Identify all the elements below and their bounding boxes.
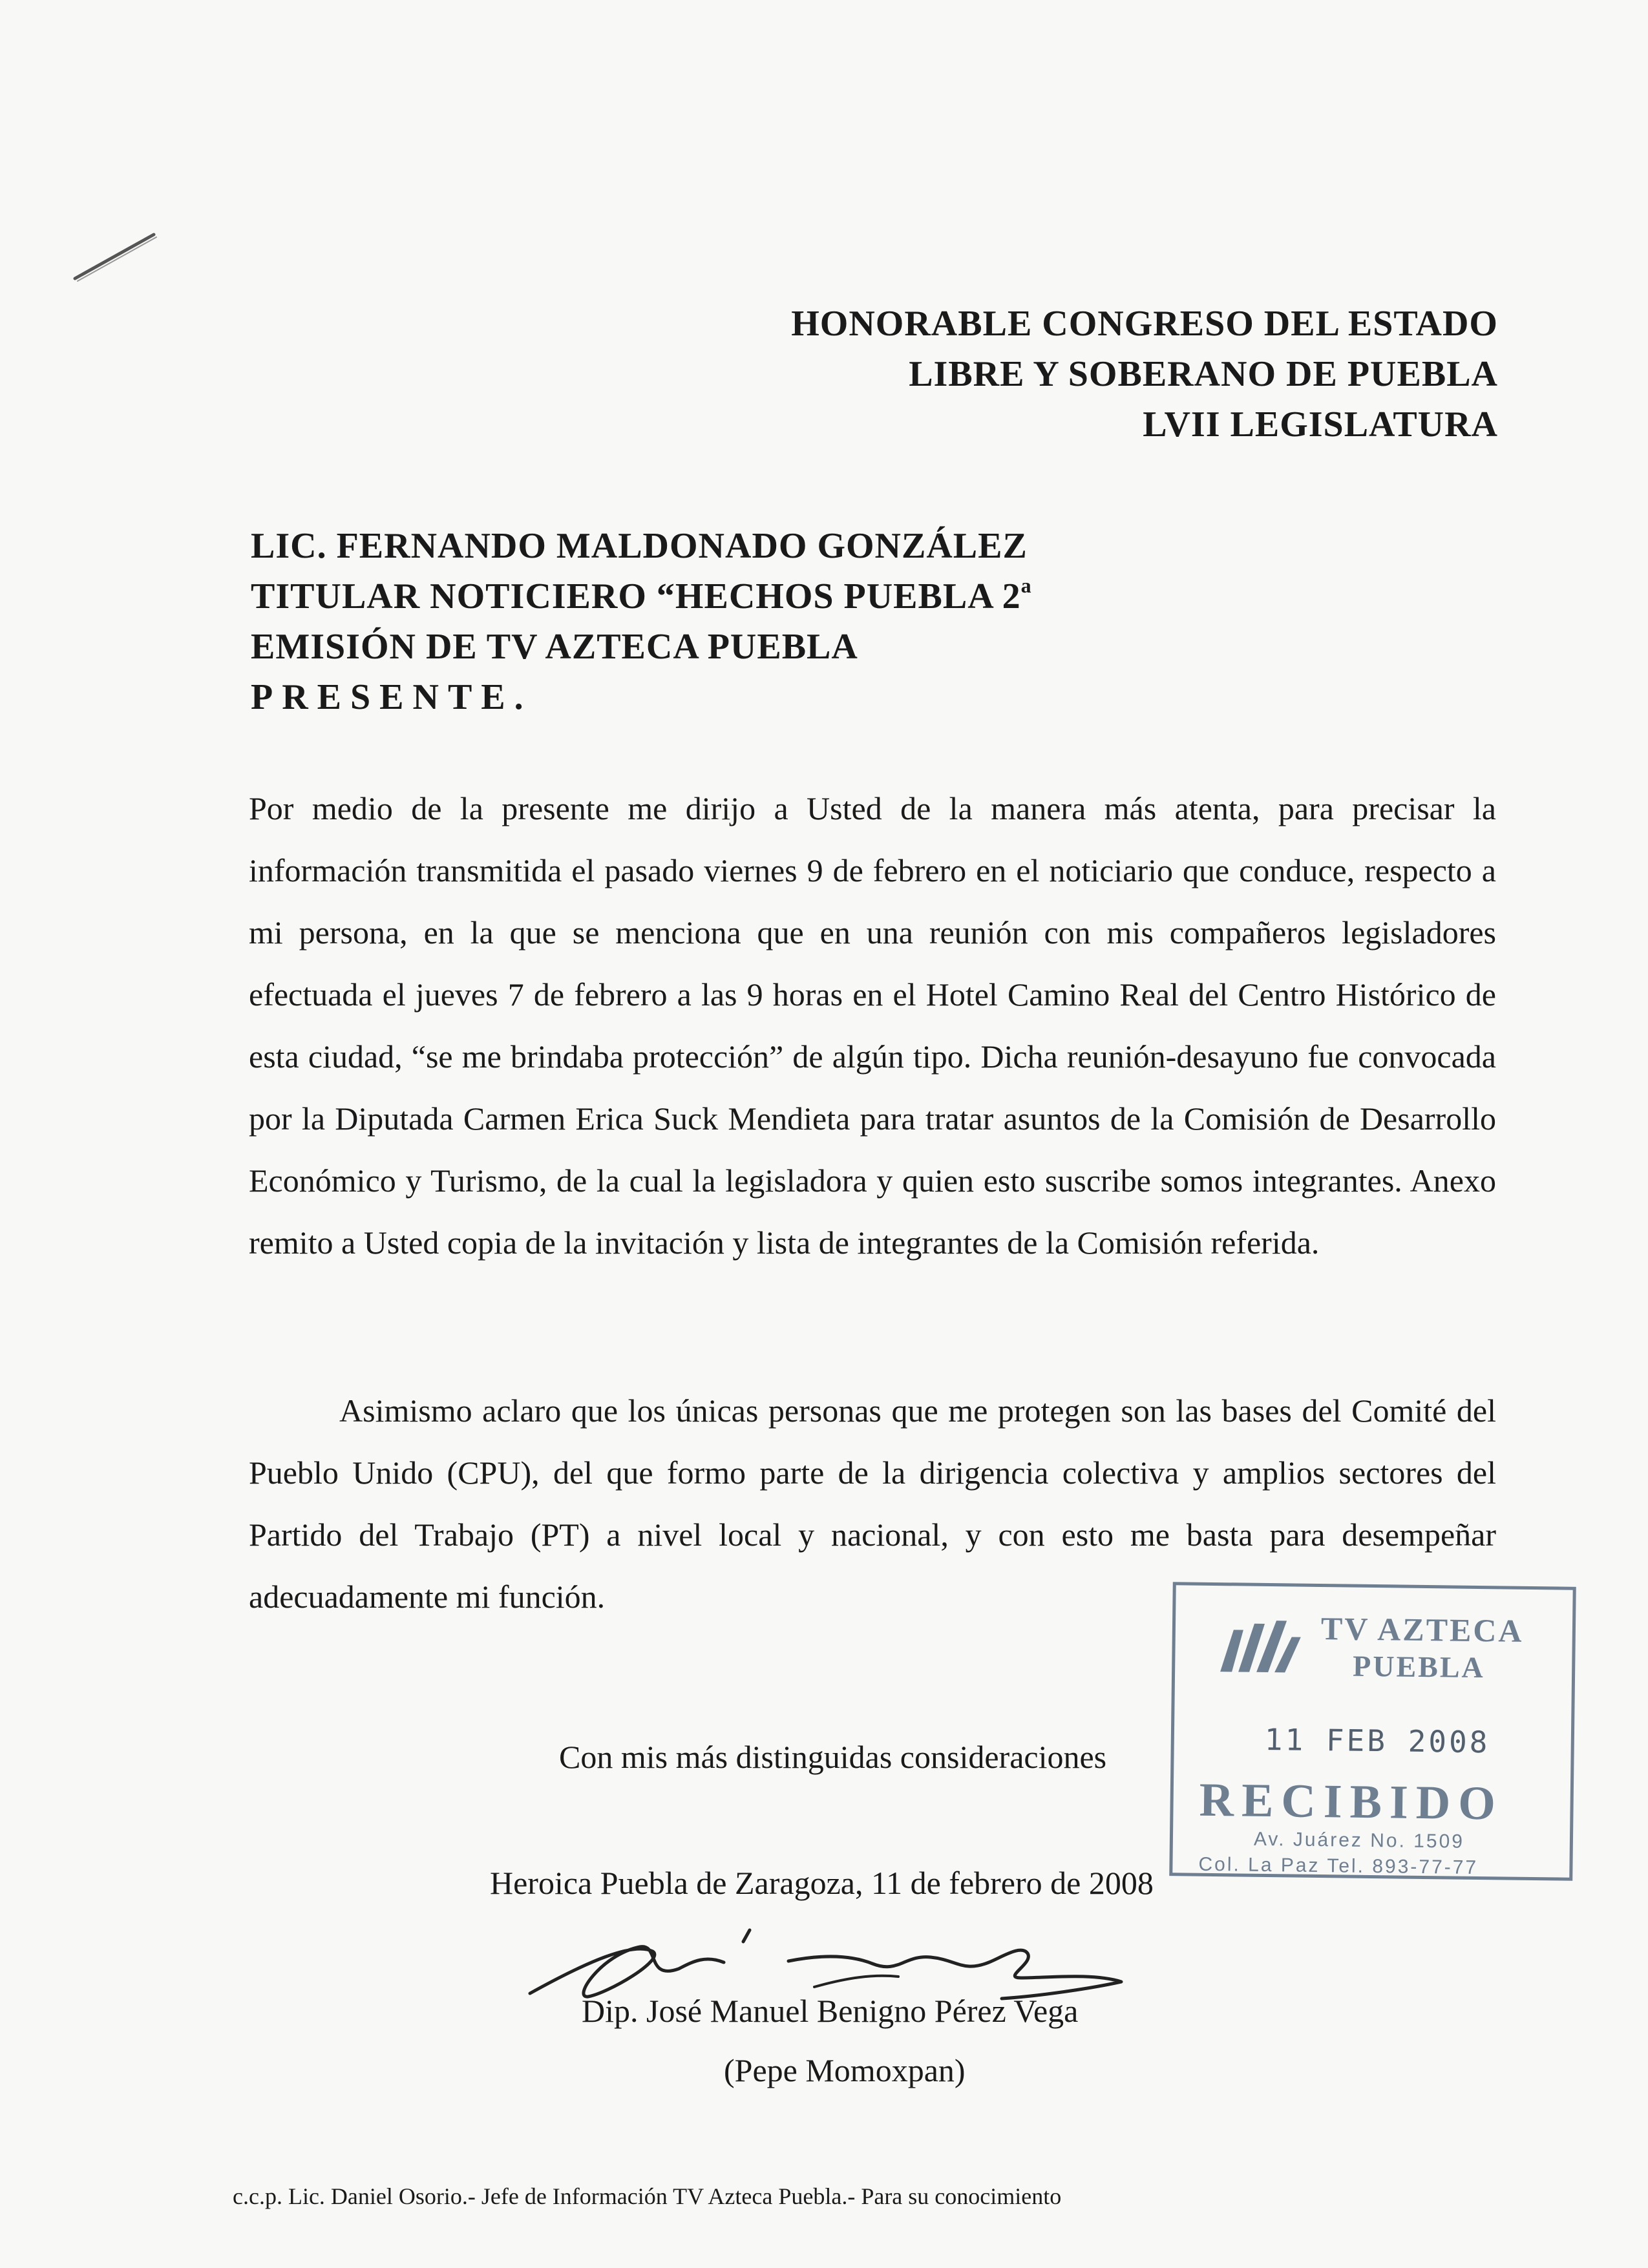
recipient-block bbox=[251, 521, 1032, 722]
signer-alias: (Pepe Momoxpan) bbox=[724, 2052, 966, 2088]
stamp-status: RECIBIDO bbox=[1199, 1773, 1504, 1831]
header-line-1: HONORABLE CONGRESO DEL ESTADO bbox=[791, 304, 1498, 344]
stamp-date: 11 FEB 2008 bbox=[1264, 1721, 1490, 1760]
recipient-presente: PRESENTE. bbox=[251, 677, 533, 717]
staple-mark bbox=[71, 229, 162, 288]
stamp-address-line-1: Av. Juárez No. 1509 bbox=[1253, 1828, 1465, 1853]
tv-azteca-logo-icon bbox=[1214, 1617, 1305, 1676]
recipient-title-superscript: a bbox=[1020, 574, 1032, 597]
body-paragraph-2: Asimismo aclaro que los únicas personas que me protegen son las bases del Comité del Pueblo Unido (CPU), del que formo parte de la dirigencia colectiva y amplios sectores del Partido del Trabajo (PT) a nivel local y nacional, y con esto me basta para desempeñar adecuadamente mi función. bbox=[249, 1392, 1496, 1615]
stamp-station-name: TV AZTECA bbox=[1320, 1610, 1524, 1649]
letterhead-addressee bbox=[791, 299, 1498, 450]
signer-name: Dip. José Manuel Benigno Pérez Vega bbox=[582, 1993, 1079, 2029]
recipient-title bbox=[251, 571, 1032, 622]
recipient-name: LIC. FERNANDO MALDONADO GONZÁLEZ bbox=[251, 526, 1028, 566]
received-stamp bbox=[1169, 1582, 1576, 1881]
place-and-date: Heroica Puebla de Zaragoza, 11 de febrero de 2008 bbox=[490, 1865, 1154, 1901]
body-paragraph-1: Por medio de la presente me dirijo a Usted de la manera más atenta, para precisar la información transmitida el pasado viernes 9 de febrero en el noticiario que conduce, respecto a mi persona, en la que se menciona que en una reunión con mis compañeros legisladores efectuada el jueves 7 de febrero a las 9 horas en el Hotel Camino Real del Centro Histórico de esta ciudad, “se me brindaba protección” de algún tipo. Dicha reunión-desayuno fue convocada por la Diputada Carmen Erica Suck Mendieta para tratar asuntos de la Comisión de Desarrollo Económico y Turismo, de la cual la legisladora y quien esto suscribe somos integrantes. Anexo remito a Usted copia de la invitación y lista de integrantes de la Comisión referida. bbox=[249, 790, 1496, 1261]
closing-salutation: Con mis más distinguidas consideraciones bbox=[559, 1739, 1107, 1775]
carbon-copy-note: c.c.p. Lic. Daniel Osorio.- Jefe de Información TV Azteca Puebla.- Para su conocimiento bbox=[233, 2183, 1062, 2209]
stamp-station-city: PUEBLA bbox=[1352, 1649, 1486, 1685]
recipient-title-text: TITULAR NOTICIERO “HECHOS PUEBLA 2 bbox=[251, 576, 1021, 616]
header-line-2: LIBRE Y SOBERANO DE PUEBLA bbox=[909, 354, 1498, 394]
header-line-3: LVII LEGISLATURA bbox=[1143, 404, 1498, 445]
stamp-address-line-2: Col. La Paz Tel. 893-77-77 bbox=[1198, 1853, 1479, 1879]
recipient-organization: EMISIÓN DE TV AZTECA PUEBLA bbox=[251, 627, 858, 667]
